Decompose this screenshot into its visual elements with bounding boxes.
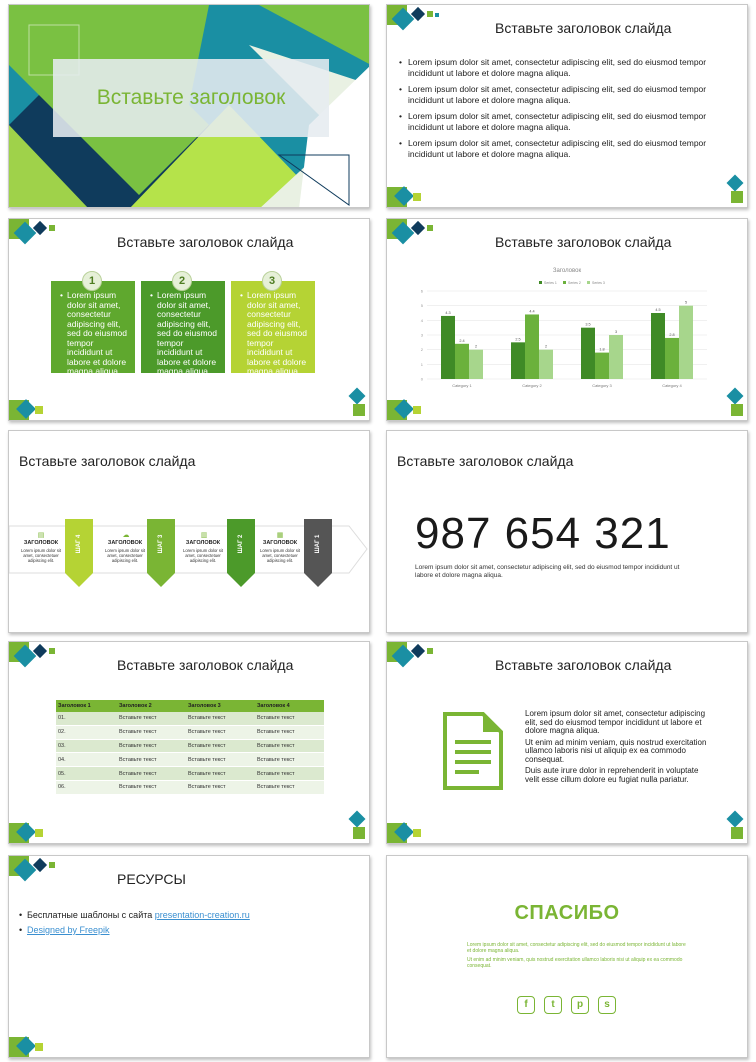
corner-decoration bbox=[9, 642, 69, 676]
table-cell[interactable]: Вставьте текст bbox=[117, 712, 186, 725]
corner-decoration bbox=[9, 856, 69, 890]
corner-decoration bbox=[387, 809, 447, 843]
table-cell[interactable]: 02. bbox=[56, 725, 117, 739]
info-box-3[interactable] bbox=[231, 275, 315, 376]
corner-decoration bbox=[9, 1023, 69, 1057]
resource-link[interactable]: Designed by Freepik bbox=[27, 925, 110, 935]
slide-title[interactable]: Вставьте заголовок слайда bbox=[117, 657, 294, 673]
table-cell[interactable]: Вставьте текст bbox=[117, 767, 186, 781]
table-cell[interactable]: Вставьте текст bbox=[255, 780, 324, 794]
table-row bbox=[56, 712, 324, 725]
box-number: 1 bbox=[82, 271, 102, 291]
table-cell[interactable]: Вставьте текст bbox=[255, 712, 324, 725]
chart-bar bbox=[679, 306, 693, 379]
x-tick-label: Category 1 bbox=[452, 383, 472, 388]
info-box-1[interactable] bbox=[51, 275, 135, 376]
table-cell[interactable]: Вставьте текст bbox=[186, 725, 255, 739]
box-number: 2 bbox=[172, 271, 192, 291]
thanks-text bbox=[467, 942, 687, 972]
y-tick-label: 3 bbox=[420, 332, 423, 338]
table-cell[interactable]: Вставьте текст bbox=[186, 780, 255, 794]
data-label: 4.5 bbox=[655, 308, 661, 312]
resource-list bbox=[19, 908, 250, 938]
document-text bbox=[525, 710, 707, 787]
legend-label: Series 2 bbox=[568, 281, 581, 285]
table-cell[interactable]: Вставьте текст bbox=[117, 753, 186, 767]
box-text: • Lorem ipsum dolor sit amet, consectetur adipiscing elit, sed do eiusmod tempor incididunt ut labore et dolore magna aliqua. bbox=[241, 291, 311, 377]
slide-9-resources[interactable] bbox=[8, 855, 370, 1058]
y-tick-label: 2 bbox=[420, 347, 423, 353]
step-heading: ЗАГОЛОВОК bbox=[23, 540, 59, 546]
step-description: ЗАГОЛОВОК Lorem ipsum dolor sit amet, consectetuer adipiscing elit. bbox=[179, 541, 227, 563]
step-description: ЗАГОЛОВОК Lorem ipsum dolor sit amet, consectetuer adipiscing elit. bbox=[17, 541, 65, 563]
resource-item bbox=[19, 908, 250, 923]
table-cell[interactable]: Вставьте текст bbox=[255, 767, 324, 781]
table-row bbox=[56, 767, 324, 781]
step-3-arrow[interactable] bbox=[147, 519, 175, 587]
y-tick-label: 1 bbox=[420, 361, 423, 367]
slide-7-table[interactable] bbox=[8, 641, 370, 844]
slide-title[interactable]: Вставьте заголовок слайда bbox=[117, 234, 294, 250]
step-heading: ЗАГОЛОВОК bbox=[107, 540, 143, 546]
table-cell[interactable]: 05. bbox=[56, 767, 117, 781]
column-header[interactable]: Заголовок 3 bbox=[186, 700, 255, 712]
document-icon: ▤ bbox=[37, 532, 45, 539]
slide-title[interactable]: РЕСУРСЫ bbox=[117, 871, 186, 887]
step-label: ШАГ 4 bbox=[76, 534, 82, 554]
table-row bbox=[56, 780, 324, 794]
y-tick-label: 6 bbox=[420, 288, 423, 294]
slide-title[interactable]: Вставьте заголовок слайда bbox=[397, 453, 574, 469]
table-cell[interactable]: 01. bbox=[56, 712, 117, 725]
resource-item bbox=[19, 923, 250, 938]
slide-1-title[interactable] bbox=[8, 4, 370, 208]
step-heading: ЗАГОЛОВОК bbox=[262, 540, 298, 546]
corner-decoration bbox=[717, 386, 747, 420]
data-label: 3 bbox=[614, 330, 618, 334]
calendar-icon: ▦ bbox=[276, 532, 284, 539]
table-cell[interactable]: Вставьте текст bbox=[255, 753, 324, 767]
chart-bar bbox=[455, 344, 469, 379]
table-header-row bbox=[56, 700, 324, 712]
step-description: ЗАГОЛОВОК Lorem ipsum dolor sit amet, consectetuer adipiscing elit. bbox=[256, 541, 304, 563]
corner-decoration bbox=[387, 642, 447, 676]
slide-title[interactable]: Вставьте заголовок слайда bbox=[495, 234, 672, 250]
slide-title[interactable]: Вставьте заголовок слайда bbox=[495, 657, 672, 673]
data-table[interactable] bbox=[56, 700, 324, 795]
resource-link[interactable]: presentation-creation.ru bbox=[154, 910, 250, 920]
y-tick-label: 4 bbox=[420, 317, 423, 323]
bullet-item[interactable]: • Lorem ipsum dolor sit amet, consectetur adipiscing elit, sed do eiusmod tempor incididunt ut labore et dolore magna aliqua. bbox=[399, 138, 729, 160]
table-cell[interactable]: Вставьте текст bbox=[186, 739, 255, 753]
corner-decoration bbox=[387, 386, 447, 420]
paragraph[interactable]: Ut enim ad minim veniam, quis nostrud exercitation ullamco laboris nisi ut aliquip ex ea commodo consequat. bbox=[525, 737, 707, 764]
table-cell[interactable]: 03. bbox=[56, 739, 117, 753]
slide-10-thanks[interactable] bbox=[386, 855, 748, 1058]
document-icon bbox=[443, 712, 503, 790]
step-2-arrow[interactable] bbox=[227, 519, 255, 587]
slide-4-chart[interactable] bbox=[386, 218, 748, 421]
table-cell[interactable]: Вставьте текст bbox=[117, 725, 186, 739]
column-header[interactable]: Заголовок 4 bbox=[255, 700, 324, 712]
corner-decoration bbox=[717, 809, 747, 843]
data-label: 2.4 bbox=[459, 338, 465, 343]
chart-bar bbox=[441, 316, 455, 379]
legend-swatch bbox=[539, 281, 542, 284]
legend-swatch bbox=[587, 281, 590, 284]
column-header[interactable]: Заголовок 2 bbox=[117, 700, 186, 712]
corner-decoration bbox=[387, 5, 447, 39]
corner-decoration bbox=[717, 173, 747, 207]
corner-decoration bbox=[9, 809, 69, 843]
corner-decoration bbox=[339, 386, 369, 420]
paragraph[interactable]: Ut enim ad minim veniam, quis nostrud exercitation ullamco laboris nisi ut aliquip ex ea commodo consequat. bbox=[467, 957, 683, 969]
chart-bar bbox=[595, 353, 609, 379]
legend-label: Series 3 bbox=[592, 281, 605, 285]
step-description: ЗАГОЛОВОК Lorem ipsum dolor sit amet, consectetuer adipiscing elit. bbox=[101, 541, 149, 563]
x-tick-label: Category 2 bbox=[522, 383, 542, 388]
table-cell[interactable]: Вставьте текст bbox=[255, 725, 324, 739]
box-text: • Lorem ipsum dolor sit amet, consectetur adipiscing elit, sed do eiusmod tempor incididunt ut labore et dolore magna aliqua. bbox=[61, 291, 131, 377]
number-caption[interactable]: Lorem ipsum dolor sit amet, consectetur adipiscing elit, sed do eiusmod tempor incididunt ut labore et dolore magna aliqua. bbox=[415, 564, 680, 579]
table-row bbox=[56, 725, 324, 739]
step-4-arrow[interactable] bbox=[65, 519, 93, 587]
legend-swatch bbox=[563, 281, 566, 284]
cloud-icon: ☁ bbox=[122, 532, 130, 539]
chart-bar bbox=[511, 342, 525, 379]
facebook-icon[interactable]: f bbox=[517, 996, 535, 1014]
table-cell[interactable]: Вставьте текст bbox=[117, 739, 186, 753]
data-label: 5 bbox=[684, 300, 688, 305]
x-tick-label: Category 4 bbox=[662, 383, 682, 388]
slide-3-boxes[interactable] bbox=[8, 218, 370, 421]
step-label: ШАГ 1 bbox=[315, 534, 321, 554]
slide-5-steps[interactable] bbox=[8, 430, 370, 633]
bullet-item[interactable]: • Lorem ipsum dolor sit amet, consectetur adipiscing elit, sed do eiusmod tempor incididunt ut labore et dolore magna aliqua. bbox=[399, 57, 729, 79]
table-cell[interactable]: 04. bbox=[56, 753, 117, 767]
chart-bar bbox=[539, 350, 553, 379]
table-cell[interactable]: Вставьте текст bbox=[186, 712, 255, 725]
data-label: 4.4 bbox=[529, 309, 535, 314]
chart-bar bbox=[525, 314, 539, 379]
pinterest-icon[interactable]: p bbox=[571, 996, 589, 1014]
box-number: 3 bbox=[262, 271, 282, 291]
y-tick-label: 5 bbox=[420, 303, 423, 309]
slide-title[interactable]: Вставьте заголовок bbox=[96, 86, 286, 109]
slide-6-number[interactable] bbox=[386, 430, 748, 633]
chart-bar bbox=[581, 328, 595, 379]
corner-decoration bbox=[387, 173, 447, 207]
table-cell[interactable]: Вставьте текст bbox=[186, 767, 255, 781]
x-tick-label: Category 3 bbox=[592, 383, 612, 388]
bullet-item[interactable]: • Lorem ipsum dolor sit amet, consectetur adipiscing elit, sed do eiusmod tempor incididunt ut labore et dolore magna aliqua. bbox=[399, 84, 729, 106]
paragraph[interactable]: Duis aute irure dolor in reprehenderit in voluptate velit esse cillum dolore eu fugiat nulla pariatur. bbox=[525, 766, 699, 784]
bullet-list bbox=[399, 57, 729, 165]
step-heading: ЗАГОЛОВОК bbox=[185, 540, 221, 546]
slide-title[interactable]: Вставьте заголовок слайда bbox=[495, 20, 672, 36]
data-label: 4.3 bbox=[445, 310, 451, 315]
resource-text: Бесплатные шаблоны с сайта bbox=[27, 910, 155, 920]
twitter-icon[interactable]: t bbox=[544, 996, 562, 1014]
legend-label: Series 1 bbox=[544, 281, 557, 285]
table-cell[interactable]: Вставьте текст bbox=[186, 753, 255, 767]
step-1-arrow[interactable] bbox=[304, 519, 332, 587]
table-cell[interactable]: Вставьте текст bbox=[255, 739, 324, 753]
y-tick-label: 0 bbox=[420, 376, 423, 382]
data-label: 2.8 bbox=[669, 332, 675, 337]
skype-icon[interactable]: s bbox=[598, 996, 616, 1014]
bullet-item[interactable]: • Lorem ipsum dolor sit amet, consectetur adipiscing elit, sed do eiusmod tempor incididunt ut labore et dolore magna aliqua. bbox=[399, 111, 729, 133]
chart-bar bbox=[651, 313, 665, 379]
slide-title[interactable]: Вставьте заголовок слайда bbox=[19, 453, 196, 469]
step-label: ШАГ 3 bbox=[158, 534, 164, 554]
data-label: 1.8 bbox=[599, 347, 605, 352]
corner-decoration bbox=[339, 809, 369, 843]
paragraph[interactable]: Lorem ipsum dolor sit amet, consectetur adipiscing elit, sed do eiusmod tempor incididunt ut labore et dolore magna aliqua. bbox=[525, 709, 706, 735]
table-cell[interactable]: Вставьте текст bbox=[117, 780, 186, 794]
box-text: • Lorem ipsum dolor sit amet, consectetur adipiscing elit, sed do eiusmod tempor incididunt ut labore et dolore magna aliqua. bbox=[151, 291, 221, 377]
data-label: 3.5 bbox=[585, 322, 591, 327]
chart-bar bbox=[609, 335, 623, 379]
thanks-title[interactable]: СПАСИБО bbox=[514, 902, 620, 924]
data-label: 2 bbox=[474, 344, 478, 349]
corner-decoration bbox=[9, 386, 69, 420]
data-label: 2.5 bbox=[515, 337, 521, 342]
paragraph[interactable]: Lorem ipsum dolor sit amet, consectetur adipiscing elit, sed do eiusmod tempor incididunt ut labore et dolore magna aliqua. bbox=[467, 942, 686, 954]
chart-bar bbox=[665, 338, 679, 379]
step-label: ШАГ 2 bbox=[238, 534, 244, 554]
chart-title: Заголовок bbox=[552, 268, 582, 274]
slide-2-bullets[interactable] bbox=[386, 4, 748, 208]
slide-8-document[interactable] bbox=[386, 641, 748, 844]
chart-bar bbox=[469, 350, 483, 379]
table-cell[interactable]: 06. bbox=[56, 780, 117, 794]
corner-decoration bbox=[9, 219, 69, 253]
table-row bbox=[56, 739, 324, 753]
big-number[interactable]: 987 654 321 bbox=[415, 509, 671, 558]
table-row bbox=[56, 753, 324, 767]
data-label: 2 bbox=[544, 344, 548, 349]
column-header[interactable]: Заголовок 1 bbox=[56, 700, 117, 712]
server-icon: ▥ bbox=[200, 532, 208, 539]
info-box-2[interactable] bbox=[141, 275, 225, 376]
